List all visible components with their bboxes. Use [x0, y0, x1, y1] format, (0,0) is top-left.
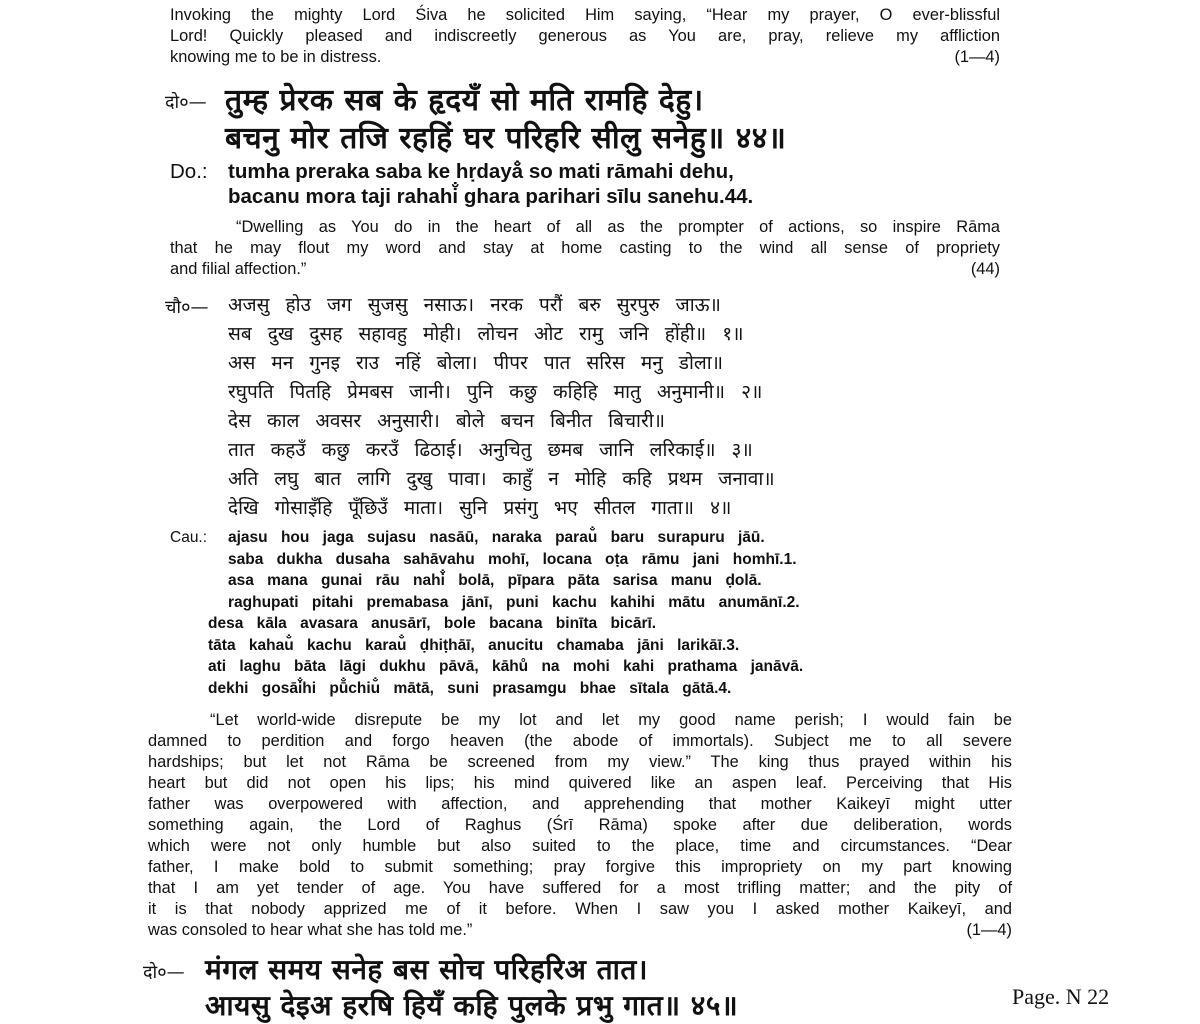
translit-prefix: Do.: [170, 160, 208, 183]
caupai-line: अस मन गुनइ राउ नहिं बोला। पीपर पात सरिस मनु डोला॥ [228, 352, 724, 374]
translit-line: tāta kahau̐ kachu karau̐ ḍhiṭhāī, anucitu chamaba jāni larikāī.3. [208, 636, 740, 654]
translation-line: that he may flout my word and stay at home casting to the wind all sense of propriety [170, 239, 1000, 257]
doha-prefix: दो०— [165, 92, 207, 113]
translation-line: hardships; but let not Rāma be screened from my view.” The king thus prayed within his [148, 753, 1012, 771]
doha-prefix: दो०— [143, 962, 185, 983]
doha-44-translation [170, 217, 1000, 280]
translit-line: ati laghu bāta lāgi dukhu pāvā, kāhů na mohi kahi prathama janāvā. [208, 658, 804, 675]
translation-last-line [170, 259, 1000, 280]
translit-line: desa kāla avasara anusārī, bole bacana binīta bicārī. [208, 615, 657, 632]
translit-line: asa mana gunai rāu nahi̐ bolā, pīpara pāta sarisa manu ḍolā. [228, 572, 762, 589]
translation-line: “Dwelling as You do in the heart of all as the prompter of actions, so inspire Rāma [236, 218, 1000, 236]
doha-line: आयसु देइअ हरषि हियँ कहि पुलके प्रभु गात॥ ४५॥ [205, 989, 739, 1022]
translation-line: father was overpowered with affection, and apprehending that mother Kaikeyī might utter [148, 795, 1012, 813]
intro-line: Invoking the mighty Lord Śiva he solicited Him saying, “Hear my prayer, O ever-blissful [170, 6, 1000, 24]
translation-line: and filial affection.” [170, 260, 307, 278]
doha-line: मंगल समय सनेह बस सोच परिहरिअ तात। [205, 953, 648, 986]
caupai-line: सब दुख दुसह सहावहु मोही। लोचन ओट रामु जनि होंही॥ १॥ [228, 323, 744, 345]
intro-line: Lord! Quickly pleased and indiscreetly generous as You are, pray, relieve my affliction [170, 27, 1000, 45]
translation-line: father, I make bold to submit something; pray forgive this impropriety on my part knowing [148, 858, 1012, 876]
caupai-line: तात कहउँ कछु करउँ ढिठाई। अनुचितु छमब जानि लरिकाई॥ ३॥ [228, 439, 753, 461]
translation-line: that I am yet tender of age. You have suffered for a most trifling matter; and the pity of [148, 879, 1012, 897]
translation-line: was consoled to hear what she has told me.” [148, 921, 473, 939]
translit-line: dekhi gosāi̐hi pū̐chiu̐ mātā, suni prasamgu bhae sītala gātā.4. [208, 679, 732, 697]
translation-line: damned to perdition and forgo heaven (the abode of immortals). Subject me to all severe [148, 732, 1012, 750]
translation-line: something again, the Lord of Raghus (Śrī Rāma) spoke after due deliberation, words [148, 816, 1012, 834]
verse-reference: (44) [970, 260, 1000, 278]
doha-line: तुम्ह प्रेरक सब के हृदयँ सो मति रामहि देहु। [225, 83, 704, 118]
translation-line: it is that nobody apprized me of it before. When I saw you I asked mother Kaikeyī, and [148, 900, 1012, 918]
translit-line: saba dukha dusaha sahāvahu mohī, locana oṭa rāmu jani homhī.1. [228, 550, 797, 568]
translit-line: raghupati pitahi premabasa jānī, puni kachu kahihi mātu anumānī.2. [228, 593, 800, 611]
verse-reference: (1—4) [954, 48, 1000, 66]
verse-reference: (1—4) [966, 921, 1012, 939]
translation-last-line [148, 920, 1012, 941]
caupai-prefix: चौ०— [165, 297, 209, 318]
translation-line: “Let world-wide disrepute be my lot and let my good name perish; I would fain be [210, 711, 1012, 729]
translit-line: tumha preraka saba ke hṛdayå̐ so mati rāmahi dehu, [228, 160, 734, 183]
translit-prefix: Cau.: [170, 529, 208, 546]
translit-line: bacanu mora taji rahahi̐ ghara parihari sīlu sanehu.44. [228, 185, 754, 208]
caupai-line: अति लघु बात लागि दुखु पावा। काहुँ न मोहि कहि प्रथम जनावा॥ [228, 468, 775, 490]
doha-line: बचनु मोर तजि रहहिं घर परिहरि सीलु सनेहु॥ ४४॥ [225, 121, 787, 156]
caupai-translation [148, 710, 1012, 941]
caupai-line: देस काल अवसर अनुसारी। बोले बचन बिनीत बिचारी॥ [228, 410, 666, 432]
intro-line: knowing me to be in distress. [170, 48, 382, 66]
caupai-line: रघुपति पितहि प्रेमबस जानी। पुनि कछु कहिहि मातु अनुमानी॥ २॥ [228, 381, 763, 403]
translation-line: heart but did not open his lips; his mind quivered like an aspen leaf. Perceiving that His [148, 774, 1012, 792]
page-number: Page. N 22 [1012, 984, 1110, 1009]
caupai-line: देखि गोसाइँहि पूँछिउँ माता। सुनि प्रसंगु भए सीतल गाता॥ ४॥ [228, 497, 732, 519]
intro-last-line [170, 47, 1000, 68]
translit-line: ajasu hou jaga sujasu nasāū, naraka parau̐ baru surapuru jāū. [228, 529, 765, 546]
caupai-line: अजसु होउ जग सुजसु नसाऊ। नरक परौं बरु सुरपुरु जाऊ॥ [228, 294, 721, 316]
translation-line: which were not only humble but also suited to the place, time and circumstances. “Dear [148, 837, 1012, 855]
intro-paragraph [170, 5, 1000, 68]
